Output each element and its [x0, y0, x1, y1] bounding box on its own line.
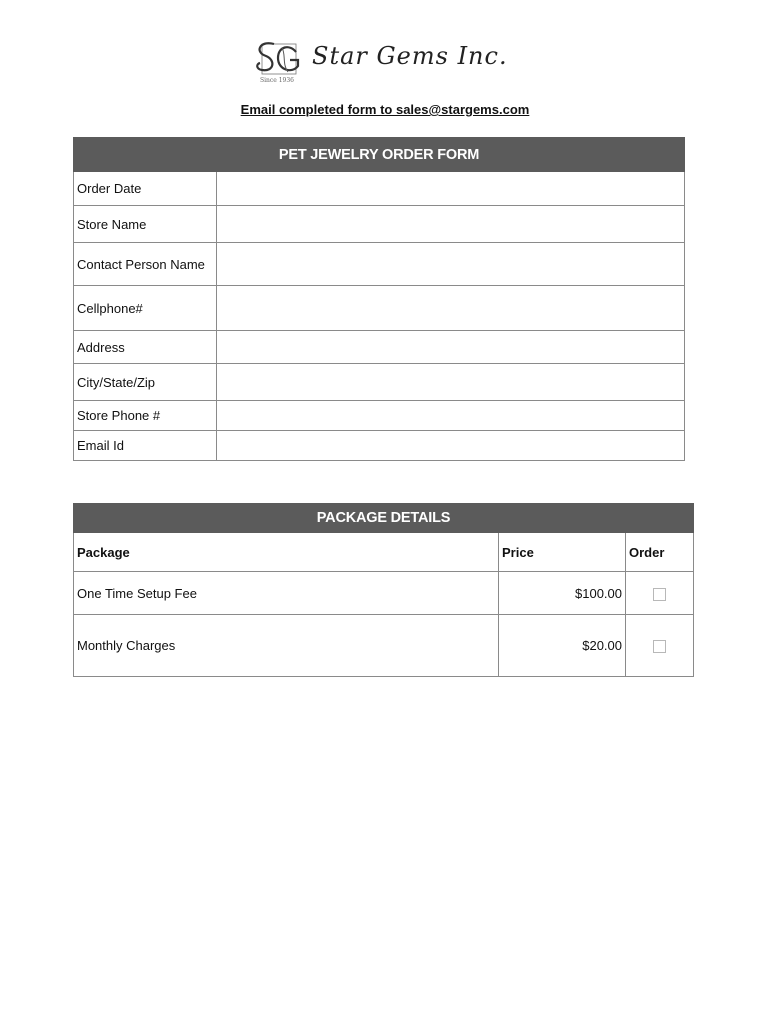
table-row [74, 615, 694, 677]
package-price: $20.00 [499, 615, 626, 677]
table-row [74, 572, 694, 615]
package-price: $100.00 [499, 572, 626, 615]
field-label-city-state-zip: City/State/Zip [74, 364, 217, 401]
store-name-field[interactable] [217, 206, 685, 243]
order-checkbox[interactable] [653, 588, 666, 601]
form-row [74, 364, 685, 401]
form-row [74, 401, 685, 431]
form-row [74, 331, 685, 364]
order-checkbox-cell [626, 572, 694, 615]
order-date-field[interactable] [217, 172, 685, 206]
contact-person-field[interactable] [217, 243, 685, 286]
order-checkbox[interactable] [653, 640, 666, 653]
store-phone-field[interactable] [217, 401, 685, 431]
company-name: Star Gems Inc. [312, 42, 508, 70]
order-form-table [73, 137, 685, 461]
field-label-store-name: Store Name [74, 206, 217, 243]
logo-since-text: Since 1936 [260, 77, 294, 84]
package-details-title: PACKAGE DETAILS [74, 504, 694, 533]
package-name: One Time Setup Fee [74, 572, 499, 615]
form-row [74, 206, 685, 243]
column-header-package: Package [74, 533, 499, 572]
form-row [74, 172, 685, 206]
form-row [74, 243, 685, 286]
field-label-order-date: Order Date [74, 172, 217, 206]
address-field[interactable] [217, 331, 685, 364]
field-label-contact-person: Contact Person Name [74, 243, 217, 286]
column-header-order: Order [626, 533, 694, 572]
field-label-cellphone: Cellphone# [74, 286, 217, 331]
email-instruction[interactable]: Email completed form to sales@stargems.com [240, 102, 530, 117]
form-row [74, 431, 685, 461]
package-name: Monthly Charges [74, 615, 499, 677]
form-row [74, 286, 685, 331]
field-label-email-id: Email Id [74, 431, 217, 461]
order-form-title: PET JEWELRY ORDER FORM [74, 138, 685, 172]
city-state-zip-field[interactable] [217, 364, 685, 401]
field-label-address: Address [74, 331, 217, 364]
email-id-field[interactable] [217, 431, 685, 461]
column-header-price: Price [499, 533, 626, 572]
package-details-table [73, 503, 694, 677]
cellphone-field[interactable] [217, 286, 685, 331]
field-label-store-phone: Store Phone # [74, 401, 217, 431]
order-checkbox-cell [626, 615, 694, 677]
company-logo [252, 36, 522, 88]
